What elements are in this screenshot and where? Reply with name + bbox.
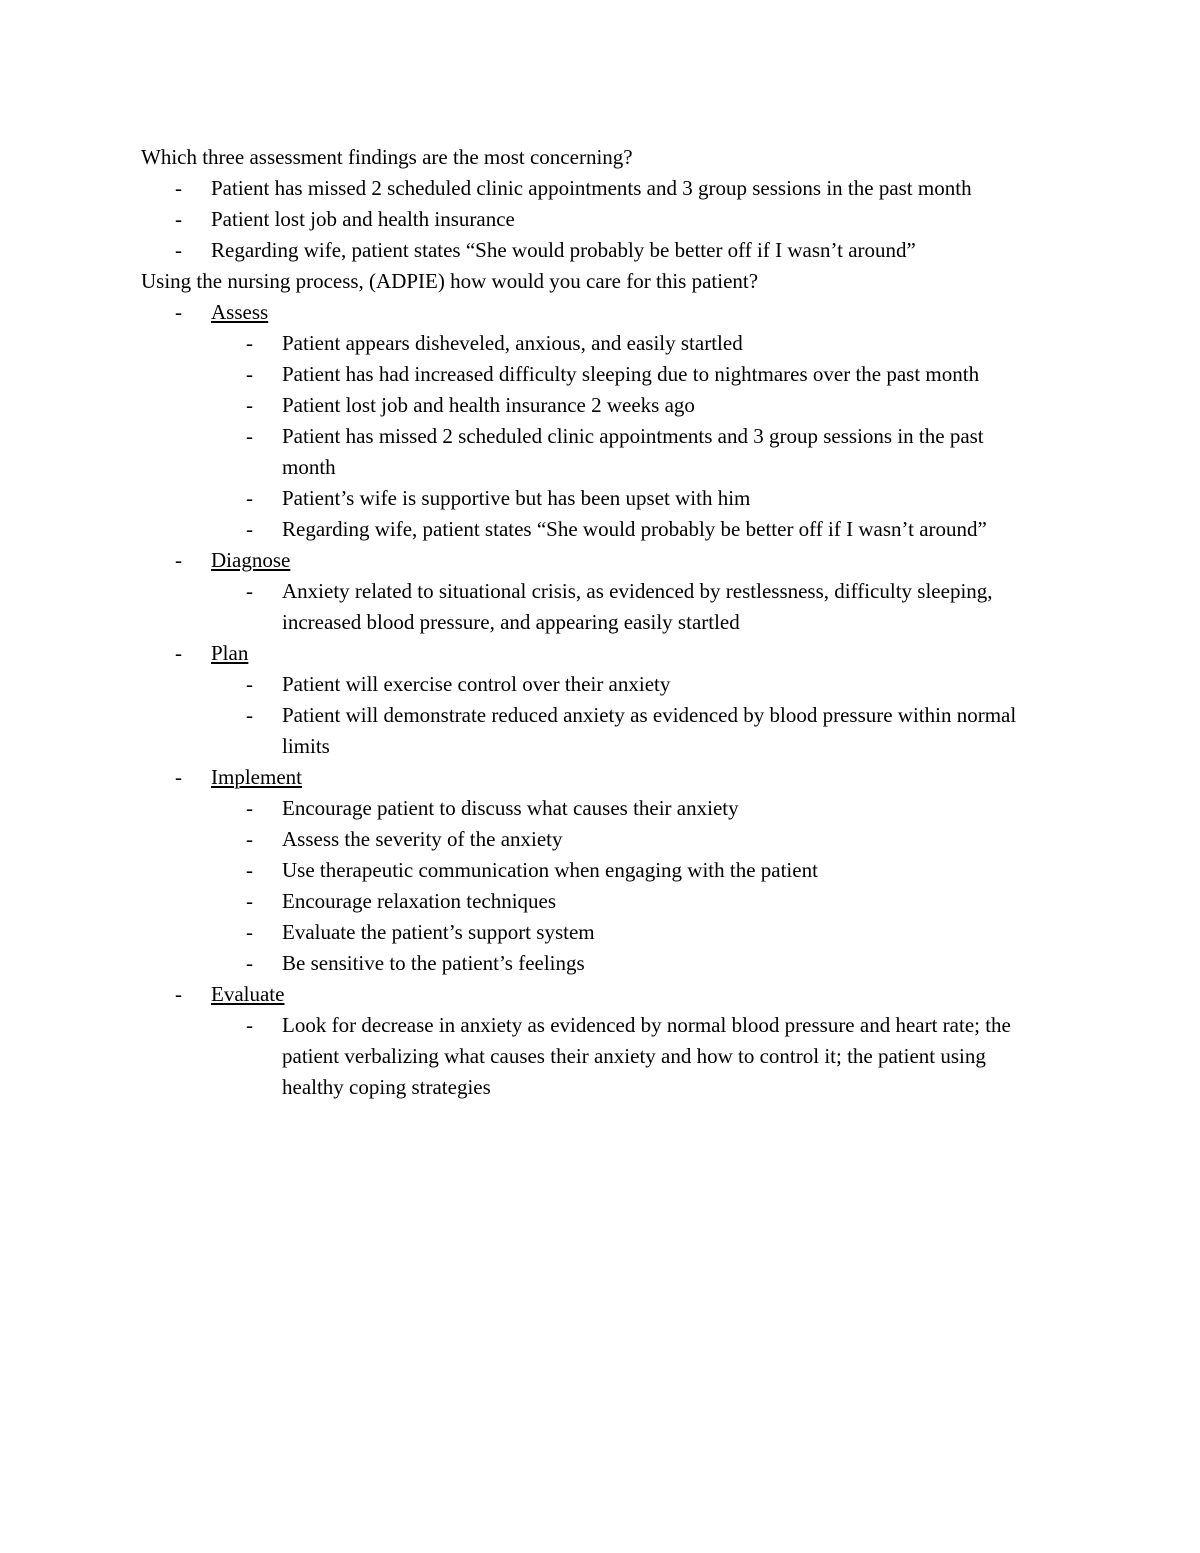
dash-bullet: - — [246, 486, 253, 510]
list-item — [141, 948, 1041, 979]
answer-text: Patient lost job and health insurance — [211, 207, 515, 231]
item-text: Patient has had increased difficulty sleeping due to nightmares over the past month — [282, 362, 980, 386]
list-item — [141, 328, 1041, 359]
dash-bullet: - — [246, 827, 253, 851]
dash-bullet: - — [246, 889, 253, 913]
list-item — [141, 1010, 1041, 1103]
item-text: Patient will demonstrate reduced anxiety as evidenced by blood pressure within normal limits — [282, 703, 1017, 758]
question-1-text: Which three assessment findings are the most concerning? — [141, 145, 633, 169]
dash-bullet: - — [246, 1013, 253, 1037]
section-heading-assess: Assess — [211, 300, 269, 324]
dash-bullet: - — [175, 641, 182, 665]
evaluate-item-list — [141, 1010, 1041, 1103]
dash-bullet: - — [246, 858, 253, 882]
section-implement — [141, 762, 1041, 793]
item-text: Use therapeutic communication when engaging with the patient — [282, 858, 818, 882]
dash-bullet: - — [246, 579, 253, 603]
item-text: Patient appears disheveled, anxious, and easily startled — [282, 331, 743, 355]
section-plan-items — [141, 669, 1041, 762]
section-heading-implement: Implement — [211, 765, 302, 789]
item-text: Regarding wife, patient states “She would probably be better off if I wasn’t around” — [282, 517, 987, 541]
adpie-section-list — [141, 297, 1041, 1103]
section-assess-items — [141, 328, 1041, 545]
answer-text: Regarding wife, patient states “She would probably be better off if I wasn’t around” — [211, 238, 916, 262]
dash-bullet: - — [175, 300, 182, 324]
dash-bullet: - — [246, 703, 253, 727]
list-item — [141, 173, 1041, 204]
section-diagnose-items — [141, 576, 1041, 638]
section-implement-items — [141, 793, 1041, 979]
answer-text: Patient has missed 2 scheduled clinic appointments and 3 group sessions in the past month — [211, 176, 972, 200]
diagnose-item-list — [141, 576, 1041, 638]
dash-bullet: - — [246, 951, 253, 975]
list-item — [141, 669, 1041, 700]
list-item — [141, 421, 1041, 483]
item-text: Assess the severity of the anxiety — [282, 827, 563, 851]
item-text: Be sensitive to the patient’s feelings — [282, 951, 585, 975]
dash-bullet: - — [246, 393, 253, 417]
item-text: Anxiety related to situational crisis, as evidenced by restlessness, difficulty sleeping, increased blood pressure, and appearing easily startled — [282, 579, 993, 634]
section-evaluate-items — [141, 1010, 1041, 1103]
question-1-answer-list — [141, 173, 1041, 266]
implement-item-list — [141, 793, 1041, 979]
item-text: Patient will exercise control over their anxiety — [282, 672, 671, 696]
document-content — [141, 142, 1041, 1103]
section-diagnose — [141, 545, 1041, 576]
dash-bullet: - — [246, 672, 253, 696]
assess-item-list — [141, 328, 1041, 545]
dash-bullet: - — [246, 331, 253, 355]
item-text: Evaluate the patient’s support system — [282, 920, 595, 944]
list-item — [141, 235, 1041, 266]
question-2-text: Using the nursing process, (ADPIE) how would you care for this patient? — [141, 269, 759, 293]
dash-bullet: - — [246, 517, 253, 541]
list-item — [141, 514, 1041, 545]
item-text: Encourage relaxation techniques — [282, 889, 557, 913]
dash-bullet: - — [175, 176, 182, 200]
dash-bullet: - — [246, 796, 253, 820]
section-evaluate — [141, 979, 1041, 1010]
dash-bullet: - — [246, 424, 253, 448]
dash-bullet: - — [246, 920, 253, 944]
plan-item-list — [141, 669, 1041, 762]
item-text: Patient lost job and health insurance 2 weeks ago — [282, 393, 695, 417]
dash-bullet: - — [175, 238, 182, 262]
item-text: Encourage patient to discuss what causes their anxiety — [282, 796, 739, 820]
dash-bullet: - — [175, 982, 182, 1006]
list-item — [141, 359, 1041, 390]
list-item — [141, 855, 1041, 886]
section-plan — [141, 638, 1041, 669]
section-heading-evaluate: Evaluate — [211, 982, 285, 1006]
list-item — [141, 390, 1041, 421]
list-item — [141, 793, 1041, 824]
dash-bullet: - — [175, 765, 182, 789]
section-heading-plan: Plan — [211, 641, 249, 665]
section-heading-diagnose: Diagnose — [211, 548, 291, 572]
dash-bullet: - — [175, 548, 182, 572]
dash-bullet: - — [175, 207, 182, 231]
section-assess — [141, 297, 1041, 328]
list-item — [141, 700, 1041, 762]
item-text: Patient has missed 2 scheduled clinic appointments and 3 group sessions in the past month — [282, 424, 984, 479]
list-item — [141, 917, 1041, 948]
item-text: Look for decrease in anxiety as evidenced by normal blood pressure and heart rate; the patient verbalizing what causes their anxiety and how to control it; the patient using healthy coping strategies — [282, 1013, 1011, 1099]
list-item — [141, 886, 1041, 917]
list-item — [141, 204, 1041, 235]
item-text: Patient’s wife is supportive but has been upset with him — [282, 486, 751, 510]
list-item — [141, 824, 1041, 855]
list-item — [141, 483, 1041, 514]
dash-bullet: - — [246, 362, 253, 386]
list-item — [141, 576, 1041, 638]
